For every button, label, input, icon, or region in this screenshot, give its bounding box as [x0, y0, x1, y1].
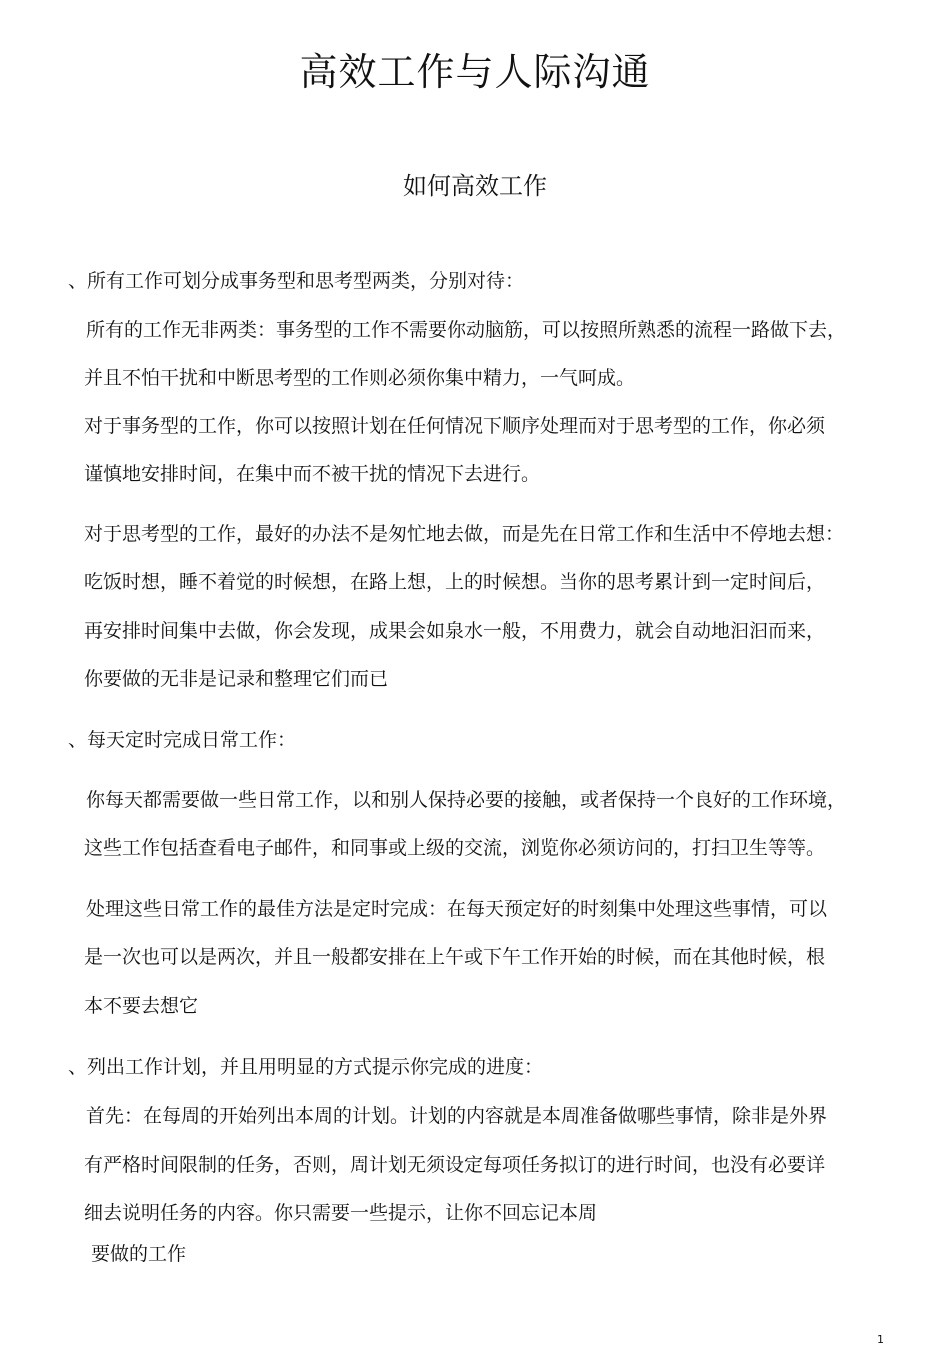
paragraph-line: 对于事务型的工作，你可以按照计划在任何情况下顺序处理而对于思考型的工作，你必须	[84, 415, 826, 437]
paragraph-line: 是一次也可以是两次，并且一般都安排在上午或下午工作开始的时候，而在其他时候，根	[84, 946, 826, 968]
paragraph-line: 本不要去想它	[84, 995, 199, 1017]
paragraph-line: 再安排时间集中去做，你会发现，成果会如泉水一般，不用费力，就会自动地汩汩而来，	[84, 620, 826, 642]
paragraph-line: 首先：在每周的开始列出本周的计划。计划的内容就是本周准备做哪些事情，除非是外界	[86, 1105, 828, 1127]
section-title: 如何高效工作	[403, 172, 547, 200]
section-heading-3: 、列出工作计划，并且用明显的方式提示你完成的进度：	[68, 1056, 544, 1078]
paragraph-line: 所有的工作无非两类：事务型的工作不需要你动脑筋，可以按照所熟悉的流程一路做下去，	[86, 319, 847, 341]
paragraph-line: 吃饭时想，睡不着觉的时候想，在路上想，上的时候想。当你的思考累计到一定时间后，	[84, 571, 826, 593]
paragraph-line: 处理这些日常工作的最佳方法是定时完成：在每天预定好的时刻集中处理这些事情，可以	[86, 898, 828, 920]
section-heading-1: 、所有工作可划分成事务型和思考型两类，分别对待：	[68, 270, 525, 292]
page-number: 1	[877, 1333, 884, 1346]
paragraph-line: 这些工作包括查看电子邮件，和同事或上级的交流，浏览你必须访问的，打扫卫生等等。	[84, 837, 826, 859]
paragraph-line: 你要做的无非是记录和整理它们而已	[84, 668, 389, 690]
section-heading-2: 、每天定时完成日常工作：	[68, 729, 297, 751]
paragraph-line: 要做的工作	[91, 1243, 187, 1265]
paragraph-line: 谨慎地安排时间，在集中而不被干扰的情况下去进行。	[84, 463, 541, 485]
document-title: 高效工作与人际沟通	[299, 50, 651, 94]
paragraph-line: 对于思考型的工作，最好的办法不是匆忙地去做，而是先在日常工作和生活中不停地去想：	[84, 523, 845, 545]
paragraph-line: 有严格时间限制的任务，否则，周计划无须设定每项任务拟订的进行时间，也没有必要详	[84, 1154, 826, 1176]
paragraph-line: 并且不怕干扰和中断思考型的工作则必须你集中精力，一气呵成。	[84, 367, 636, 389]
paragraph-line: 你每天都需要做一些日常工作，以和别人保持必要的接触，或者保持一个良好的工作环境，	[86, 789, 847, 811]
paragraph-line: 细去说明任务的内容。你只需要一些提示，让你不回忘记本周	[84, 1202, 598, 1224]
